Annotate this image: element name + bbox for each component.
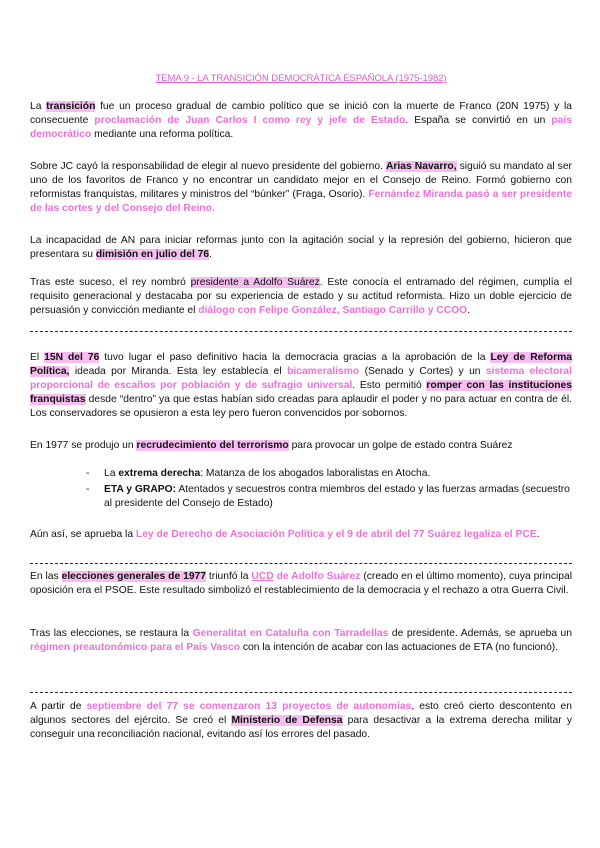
text: de presidente. Además, se aprueba un xyxy=(388,628,572,639)
pink-emphasis: diálogo con Felipe González, Santiago Carrillo y CCOO xyxy=(198,305,468,316)
text: con la intención de acabar con las actuaciones de ETA (no funcionó). xyxy=(240,642,559,653)
pink-emphasis: de Adolfo Suárez xyxy=(276,571,361,582)
paragraph-suarez xyxy=(30,276,572,318)
paragraph-autonomias xyxy=(30,700,572,742)
paragraph-reforma-politica xyxy=(30,351,572,421)
text: Tras las elecciones, se restaura la xyxy=(30,628,193,639)
text: . Esto permitió xyxy=(352,380,427,391)
text: Aún así, se aprueba la xyxy=(30,529,136,540)
text: mediante una reforma política. xyxy=(91,129,234,140)
pink-emphasis: régimen preautonómico para el País Vasco xyxy=(30,642,241,653)
text: . xyxy=(536,529,540,540)
text: . xyxy=(209,249,212,260)
terrorism-list xyxy=(86,467,572,511)
bold-text: ETA y GRAPO: xyxy=(104,484,177,495)
separator-line xyxy=(30,692,572,693)
pink-emphasis: país democrático xyxy=(30,115,572,140)
highlight: transición xyxy=(46,101,96,112)
pink-emphasis: proclamación de Juan Carlos I como rey y jefe de Estado xyxy=(94,115,406,126)
highlight: 15N del 76 xyxy=(44,352,100,363)
bold-text: extrema derecha xyxy=(118,468,201,479)
highlight: dimisión en julio del 76 xyxy=(95,249,210,260)
highlight: Ley de Reforma Política, xyxy=(30,352,572,377)
text: (creado en el último momento), cuya principal oposición era el PSOE. Este resultado simbolizó el restablecimiento de la democracia y el rechazo a otra Guerra Civil. xyxy=(30,571,572,596)
list-item xyxy=(86,483,572,511)
paragraph-dimision xyxy=(30,234,572,262)
paragraph-terrorismo xyxy=(30,439,572,453)
text: triunfó la xyxy=(206,571,252,582)
text: La incapacidad de AN para iniciar reformas junto con la agitación social y la represión del gobierno, hicieron que presentara su xyxy=(30,235,572,260)
separator-line xyxy=(30,331,572,332)
text: fue un proceso gradual de cambio político que se inició con la muerte de Franco (20N 1975) y la consecuente xyxy=(30,101,572,126)
text: En 1977 se produjo un xyxy=(30,440,137,451)
pink-emphasis: septiembre del 77 se comenzaron 13 proyectos de autonomías xyxy=(86,701,412,712)
pink-emphasis: Fernández Miranda pasó a ser presidente de las cortes y del Consejo del Reino. xyxy=(30,189,572,214)
pink-emphasis: bicameralismo xyxy=(287,366,360,377)
highlight: recrudecimiento del terrorismo xyxy=(136,440,289,451)
highlight: presidente a Adolfo Suárez xyxy=(190,277,320,288)
text: Atentados y secuestros contra miembros del estado y las fuerzas armadas (secuestro al presidente del Consejo de Estado) xyxy=(104,484,570,509)
text: para desactivar a la extrema derecha militar y conseguir una reconciliación nacional, evitando así los errores del pasado. xyxy=(30,715,572,740)
text: para provocar un golpe de estado contra Suárez xyxy=(288,440,513,451)
text: , esto creó cierto descontento en algunos sectores del ejército. Se creó el xyxy=(30,701,572,726)
text: En las xyxy=(30,571,62,582)
text: Sobre JC cayó la responsabilidad de elegir al nuevo presidente del gobierno. xyxy=(30,161,386,172)
text: siguió su mandato al ser uno de los favoritos de Franco y no encontrar un candidato mejor en el Consejo de Reino. Formó gobierno con reformistas franquistas, militares y ministros del “búnker” (Fraga, Osorio). xyxy=(30,161,572,200)
text: tuvo lugar el paso definitivo hacia la democracia gracias a la aprobación de la xyxy=(99,352,491,363)
paragraph-legalizacion xyxy=(30,528,572,542)
separator-line xyxy=(30,563,572,564)
text: La xyxy=(30,101,47,112)
paragraph-transicion xyxy=(30,100,572,142)
text: (Senado y Cortes) y un xyxy=(359,366,486,377)
highlight: Arias Navarro, xyxy=(385,161,457,172)
page-title: TEMA 9 - LA TRANSICIÓN DEMOCRÁTICA ESPAÑOLA (1975-1982) xyxy=(155,73,447,84)
text: . xyxy=(467,305,471,316)
pink-emphasis: Ley de Derecho de Asociación Política y el 9 de abril del 77 Suárez legaliza el PCE xyxy=(135,529,537,540)
pink-emphasis: sistema electoral proporcional de escaños por población y de sufragio universal xyxy=(30,366,572,391)
text: . Este conocía el entramado del régimen, cumplía el requisito generacional y destacaba por su experiencia de estado y su actitud reformista. Hizo un doble ejercicio de persuasión y convicción mediante el xyxy=(30,277,572,316)
paragraph-generalitat xyxy=(30,627,572,655)
text: : Matanza de los abogados laboralistas en Atocha. xyxy=(200,468,431,479)
paragraph-arias-navarro xyxy=(30,160,572,216)
text: La xyxy=(104,468,119,479)
highlight: romper con las instituciones franquistas xyxy=(30,380,572,405)
highlight: Ministerio de Defensa xyxy=(231,715,343,726)
text: ideada por Miranda. Esta ley establecía el xyxy=(69,366,288,377)
pink-emphasis: UCD xyxy=(251,571,274,582)
text: desde “dentro” ya que estas habían sido creadas para aplaudir el poder y no para actuar en contra de él. Los conservadores se opusieron a esta ley pero fueron convencidos por sobornos. xyxy=(30,394,572,419)
text: El xyxy=(30,352,45,363)
highlight: elecciones generales de 1977 xyxy=(61,571,206,582)
text: . España se convirtió en un xyxy=(405,115,552,126)
text: A partir de xyxy=(30,701,87,712)
list-item xyxy=(86,467,572,481)
paragraph-elecciones xyxy=(30,570,572,598)
text: Tras este suceso, el rey nombró xyxy=(30,277,191,288)
pink-emphasis: Generalitat en Cataluña con Tarradellas xyxy=(192,628,389,639)
